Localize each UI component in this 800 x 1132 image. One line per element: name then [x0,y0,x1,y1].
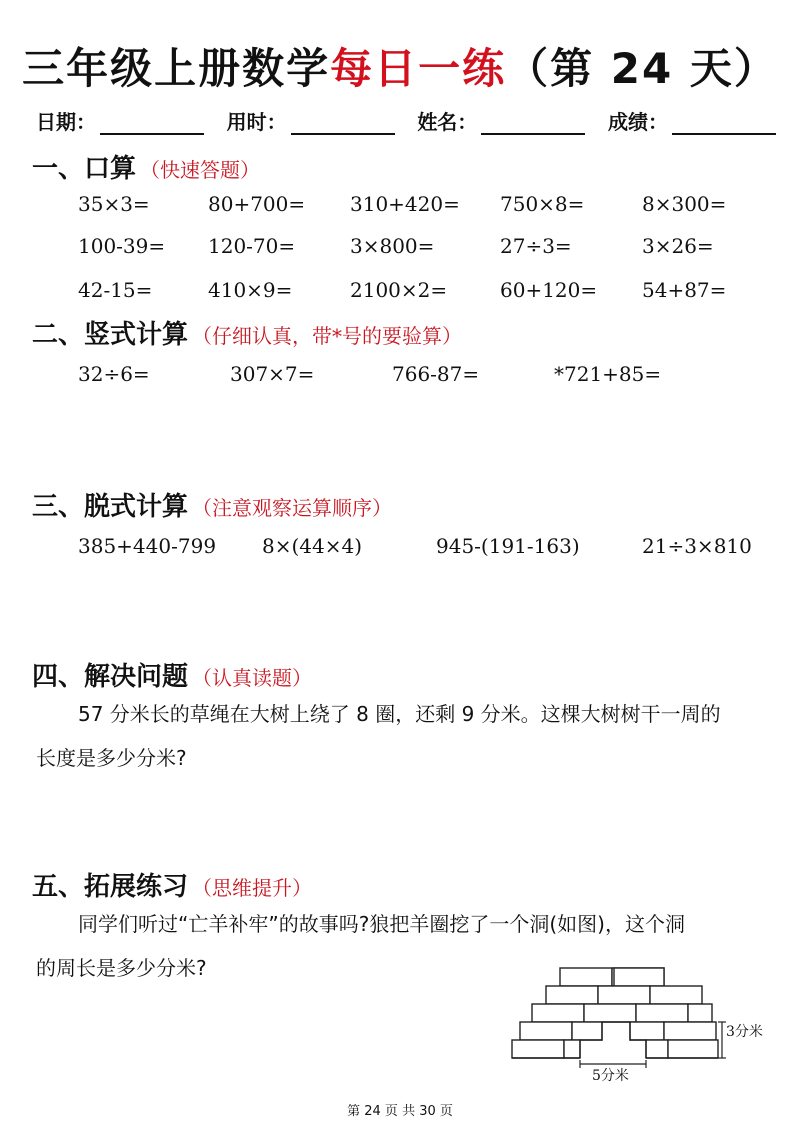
oral-problem: 54+87= [642,278,727,302]
section-oral-title: 一、口算 （快速答题） [32,154,261,184]
date-blank[interactable] [100,111,204,135]
vertical-problem: 32÷6= [78,362,150,386]
section-word-problem-note: （认真读题） [192,666,313,690]
page-footer: 第 24 页 共 30 页 [347,1104,453,1119]
oral-problem: 3×800= [350,234,435,258]
section-stepwise-title: 三、脱式计算 （注意观察运算顺序） [32,492,393,522]
section-oral-note: （快速答题） [140,158,261,182]
name-blank[interactable] [481,111,585,135]
section-word-problem-title: 四、解决问题 （认真读题） [32,662,313,692]
name-field: 姓名： [417,106,585,135]
oral-problem: 80+700= [208,192,306,216]
oral-problem: 310+420= [350,192,460,216]
score-blank[interactable] [672,111,776,135]
oral-problem: 750×8= [500,192,585,216]
oral-problem: 3×26= [642,234,714,258]
section-extension-title: 五、拓展练习 （思维提升） [32,872,313,902]
title-main: 三年级上册数学 [22,44,331,93]
title-day: （第 24 天） [506,44,778,93]
vertical-problem: 307×7= [230,362,315,386]
oral-problem: 8×300= [642,192,727,216]
stepwise-problem: 945-(191-163) [436,534,580,558]
time-blank[interactable] [291,111,395,135]
oral-problem: 60+120= [500,278,598,302]
oral-problem: 42-15= [78,278,153,302]
time-field: 用时： [227,106,395,135]
section-extension-note: （思维提升） [192,876,313,900]
info-row [36,106,776,135]
word-problem-text: 57 分米长的草绳在大树上绕了 8 圈，还剩 9 分米。这棵大树树干一周的 长度是多少分米? [36,702,721,770]
vertical-problem: *721+85= [554,362,662,386]
page-title [0,36,800,96]
oral-problem: 120-70= [208,234,296,258]
extension-problem-text: 同学们听过“亡羊补牢”的故事吗?狼把羊圈挖了一个洞(如图)，这个洞 的周长是多少分米? [36,912,685,980]
section-vertical-title: 二、竖式计算 （仔细认真，带*号的要验算） [32,320,463,350]
stepwise-problem: 21÷3×810 [642,534,752,558]
oral-problem: 35×3= [78,192,150,216]
section-vertical-note: （仔细认真，带*号的要验算） [192,324,463,348]
oral-problem: 410×9= [208,278,293,302]
score-field: 成绩： [608,106,776,135]
title-highlight: 每日一练 [330,44,507,93]
section-stepwise-note: （注意观察运算顺序） [192,496,393,520]
height-label: 3分米 [726,1024,763,1040]
oral-problem: 100-39= [78,234,166,258]
sheep-pen-wall-figure [508,962,788,1082]
oral-problem: 2100×2= [350,278,448,302]
date-field: 日期： [36,106,204,135]
oral-problem: 27÷3= [500,234,572,258]
stepwise-problem: 385+440-799 [78,534,217,558]
vertical-problem: 766-87= [392,362,480,386]
width-label: 5分米 [592,1068,629,1082]
stepwise-problem: 8×(44×4) [262,534,363,558]
